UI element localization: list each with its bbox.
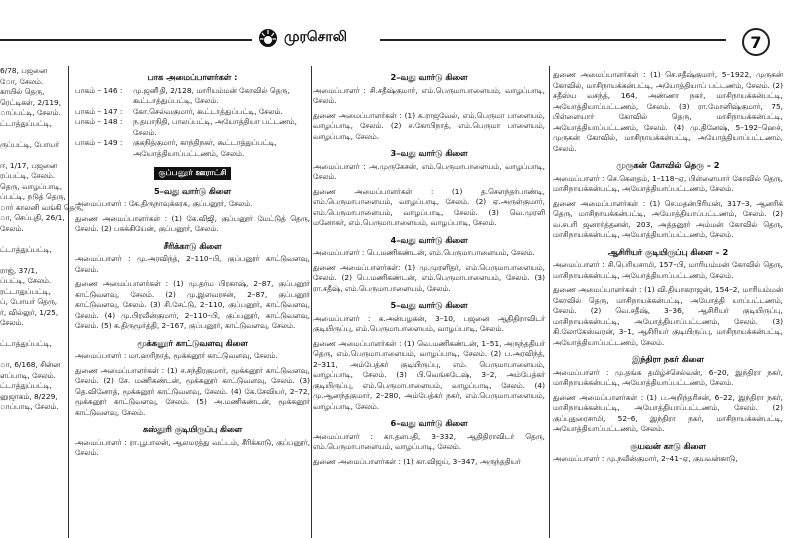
section-heading: இந்திரா நகர் கிளை [632, 354, 704, 364]
text-fragment: ருப்பட்டி, போயர் [0, 139, 60, 149]
bagam-text: மு.ஜனி்தி, 2/128, மாரியம்மன் கோவில் தெரு, கூட்டாத்துப்பட்டி, சேலம். [133, 85, 290, 105]
rising-sun-logo-icon [258, 28, 278, 48]
section-heading: 5–வது வார்டு கிளை [154, 185, 231, 196]
section-heading: 4–வது வார்டு கிளை [390, 234, 468, 245]
section-heading: 6–வது வார்டு கிளை [390, 418, 468, 428]
section-paragraph: துணை அமைப்பாளர்கள்: (1) மு.முரளிதர், எம்.பெருமாபாளையம், சேலம். (2) பெ.மணிகண்டன், எம்.பெருமாபாளையம், சேலம். (3) ரா.சதீஷ், எம்.பெருமாபாளையம், சேலம். [313, 262, 545, 293]
masthead [258, 28, 347, 48]
section-paragraph: அமைப்பாளர் : கா.தளபதி, 3–332, ஆதிதிராவிடர் தெரு, எம்.பெருமாபாளையம், வாழப்பாடி, சேலம். [313, 431, 545, 451]
text-fragment: ரெட்டிகள், 2/119, [0, 97, 62, 107]
section-paragraph: துணை அமைப்பாளர்கள் : (1) செ.மதன்பிரியன், 317–3, ஆனரிக் தெரு, மாசிநாயக்கன்பட்டி, அயோத்தியாப்பட்டணம், சேலம். (2) வ.சபரி ஜனார்த்தனன், 203, அத்தனூர் அம்மன் கோவில் தெரு, மாசிநாயக்கன்பட்டி, அயோத்தியாப்பட்டணம், சேலம். [553, 198, 783, 239]
text-fragment: ா, செப்புதி, 26/1, [0, 213, 65, 222]
bagam-text: ந.தயாநிதி, பாலப்பட்டி, அயோத்தியா பட்டணம், சேலம். [133, 117, 297, 137]
section-heading: 3–வது வார்டு கிளை [390, 148, 468, 158]
section-paragraph: அமைப்பாளர் : சி.பெரியசாமி, 157–பி, மாரியம்மன் கோவில் தெரு, மாசிநாயக்கன்பட்டி, அயோத்தியாப்பட்டணம், சேலம். [553, 260, 783, 280]
bagam-label: பாகம் – 146 : [75, 85, 123, 95]
page-number: 7 [742, 28, 770, 56]
text-fragment: ப்பட்டி, நடுத் தெரு, [0, 192, 66, 201]
bagam-label: பாகம் – 148 : [75, 117, 123, 126]
column-4-sections [553, 160, 783, 465]
column-2 [75, 66, 310, 538]
text-fragment: ரட்டாதுப்பட்டி, [0, 286, 51, 296]
text-fragment: ர், வில்லுர், 1/25, [0, 307, 59, 317]
page-header [0, 0, 800, 66]
bagam-row [75, 107, 310, 118]
text-fragment [0, 255, 64, 266]
section-paragraph: துணை அமைப்பாளர்கள் : (1) ப.அறிந்தரிசன், 6–22, இந்திரா நகர், மாசிநாயக்கன்பட்டி, அயோத்தியாப்பட்டணம், சேலம். (2) குப்புதுரைசாமி, 52–6, இந்திரா நகர், மாசிநாயக்கன்பட்டி, அயோத்தியாப்பட்டணம், சேலம். [553, 392, 783, 433]
text-fragment: ஈ, 1/17, பஜனை [0, 160, 58, 170]
section-paragraph: அமைப்பாளர் : செ.கௌதம், 1–118–ஏ, பிள்ளையார் கோவில் தெரு, மாசிநாயக்கன்பட்டி, அயோத்தியாப்பட்டணம், சேலம். [553, 173, 783, 193]
section-paragraph: அமைப்பாளர் : மு.தங்க தமிழ்ச்செல்வன், 6–20, இந்திரா நகர், மாசிநாயக்கன்பட்டி, அயோத்தியாப்பட்டணம், சேலம். [553, 367, 783, 387]
section-heading: பாக அமைப்பாளர்கள் : [147, 72, 238, 82]
section-paragraph: துணை அமைப்பாளர்கள் : (1) மு.தர்ம பிரகாஷ், 2–87, குப்பனூர் காட்டுவளவு, சேலம். (2) மு.இளவரசன், 2–87, குப்பனூர் காட்டுவளவு, சேலம். (3) சி.சேட்டு, 2–110, குப்பனூர், காட்டுவளவு, சேலம். (4) மு.பிரவீன்குமார், 2–110–பி, குப்பனூர், காட்டுவளவு, சேலம். (5) க.திருமூர்த்தி, 2–167, குப்பனூர், காட்டுவளவு, சேலம். [75, 279, 310, 330]
section-heading: முருகன் கோவில் தெரு – 2 [616, 160, 720, 170]
text-fragment: ாப்பாடி, சேலம். [0, 402, 59, 411]
text-fragment: சேலம். [0, 318, 24, 327]
section-heading: ஆசிரியர் குடியிருப்பு கிளை – 2 [607, 246, 729, 257]
text-fragment: ராஜ், 37/1, [0, 265, 38, 275]
section-paragraph: அமைப்பாளர் : கே.திருநாவுக்கரசு, குப்பனூர், சேலம். [75, 199, 253, 208]
header-rule-right [380, 39, 726, 41]
text-fragment: ாப்பட்டி, சேலம். [0, 108, 61, 117]
column-4 [553, 66, 783, 538]
section-heading: 5–வது வார்டு கிளை [390, 300, 468, 310]
section-heading: மூக்கனூர் காட்டுவளவு கிளை [137, 337, 248, 348]
text-fragment: ட்டாத்துப்பட்டி, [0, 381, 52, 390]
text-fragment [0, 129, 64, 140]
section-paragraph: துணை அமைப்பாளர்கள் : (1) த.சௌந்தர்பாண்டி, எம்.பெருமாபாளையம், வாழப்பாடி, சேலம். (2) ஏ.அருள்குமார், எம்.பெருமாபாளையம், வாழப்பாடி, சேலம். (3) வெ.முரளி மனோகர், எம்.பெருமாபாளையம், வாழப்பாடி, சேலம். [313, 186, 545, 227]
panchayat-tag: குப்பனூர் ஊராட்சி [154, 167, 232, 180]
text-fragment: ோ, சேலம். [0, 76, 44, 86]
text-fragment: னுஜாகம், 8/229, [0, 391, 58, 401]
section-paragraph: அமைப்பாளர் : அ.முருகேசன், எம்.பெருமாபாளையம், வாழப்பாடி, சேலம். [313, 161, 545, 181]
text-fragment: ளப்பாடி, சேலம். [0, 370, 56, 380]
text-fragment [0, 234, 64, 245]
section-paragraph: துணை அமைப்பாளர்கள் : (1) வெ.மணிகண்டன், 1–51, அருந்ததியர் தெரு, எம்.பெருமாபாளையம், வாழப்பாடி, சேலம். (2) ப.அரவிந்த், 2–311, அம்பேத்கர் குடியிருப்பு, எம். பெருமாபாளையம், வாழப்பாடி, சேலம். (3) பி.வெங்கடேஷ், 3–2, அம்பேத்கர் குடியிருப்பு, எம்.பெருமாபாளையம், வாழப்பாடி, சேலம். (4) மு.ஆனந்தகுமார், 2–280, அம்பேத்கர் நகர், எம்.பெருமாபாளையம், வாழப்பாடி, சேலம். [313, 338, 545, 411]
bagam-row [75, 86, 310, 107]
text-fragment [0, 150, 64, 161]
section-paragraph: அமைப்பாளர் : பெ.மணிகண்டன், எம்.பெருமாபாளையம், சேலம். [313, 248, 535, 257]
section-heading: 2–வது வார்டு கிளை [390, 72, 468, 82]
section-paragraph: துணை அமைப்பாளர்கள் : (1) கா.விஜய், 3–347, அருந்ததியர் [313, 456, 521, 466]
text-fragment: ப்பட்டி, சேலம். [0, 276, 52, 285]
text-fragment: ா, 6/168, சின்ன [0, 360, 61, 369]
text-fragment: காயில் தெரு, [0, 87, 45, 96]
intro-paragraph: துணை அமைப்பாளர்கள் : (1) செ.சதீஷ்குமார், 5–1922, முருகன் கோவில், மாசிநாயக்கன்பட்டி, அயோத்தியாப் பட்டணம், சேலம். (2) சதீஸ்ய வசந்த், 164, அண்ணா நகர், மாசிநாயக்கன்பட்டி, அயோத்தியாப்பட்டணம், சேலம். (3) ரா.மோனிஷ்குமார், 75, பிள்ளையார் கோவில் தெரு, மாசிநாயக்கன்பட்டி, அயோத்தியாப்பட்டணம், சேலம். (4) மு.தினேஷ், 5–192–ஹெச், முருகன் கோவில், மாசிநாயக்கன்பட்டி, அயோத்தியாப்பட்டணம், சேலம். [553, 70, 783, 153]
section-paragraph: துணை அமைப்பாளர்கள் : (1) கே.விஜி, குப்பனூர் மேட்டுத் தெரு, சேலம். (2) பசுக்கியேன், குப்பனூர், சேலம். [75, 213, 310, 233]
bagam-text: கோ.செல்வகுமார், கூட்டாத்துப்பட்டி, சேலம். [133, 106, 283, 116]
text-fragment [0, 350, 64, 361]
text-fragment: 6/78, பஜனை [0, 66, 48, 75]
bagam-list [75, 86, 310, 160]
text-fragment: சேலம். [0, 223, 24, 233]
bagam-label: பாகம் – 149 : [75, 138, 123, 147]
bagam-text: குகநித்குமார், காந்திநகர், கூட்டாத்துப்பட்டி, அயோத்தியாப்பட்டணம், சேலம். [133, 138, 277, 158]
section-paragraph: அமைப்பாளர் : ரா.பூபாலன், ஆலமரத்து வட்டம், சீரிக்காடு, குப்பனூர், சேலம். [75, 437, 310, 457]
section-paragraph: அமைப்பாளர் : மா.ஹரிநாத், மூக்கனூர் காட்டுவளவு, சேலம். [75, 351, 278, 360]
header-rule-left [0, 39, 252, 41]
text-fragment: ட்டாத்துப்பட்டி, [0, 244, 52, 254]
masthead-title: முரசொலி [284, 29, 347, 45]
section-paragraph: துணை அமைப்பாளர்கள் : (1) ச.சந்திரகுமார், மூக்கனூர் காட்டுவளவு, சேலம். (2) சே. மணிகண்டன், மூக்கனூர் காட்டுவளவு, சேலம். (3) தெ.வினோத், மூக்கனூர் காட்டுவளவு, சேலம். (4) கே.சேவியர், 2–72, மூக்கனூர் காட்டுவளவு, சேலம். (5) அ.மணிகண்டன், மூக்கனூர் காட்டுவளவு, சேலம். [75, 365, 310, 417]
section-paragraph: அமைப்பாளர் : க.அன்பழகன், 3–10, பஜனை ஆதிதிராவிடர் குடியிருப்பு, எம்.பெருமாபாளையம், வாழப்பாடி, சேலம். [313, 313, 545, 333]
column-1 [0, 66, 84, 538]
section-heading: சீரிக்காடு கிளை [163, 240, 222, 251]
text-fragment: ரப்பட்டி, சேலம். [0, 171, 56, 180]
section-paragraph: அமைப்பாளர் : சி.சதீஷ்குமார், எம்.பெருமாபாளையம், வாழப்பாடி, சேலம். [313, 85, 545, 105]
section-heading: கஸ்தூரி குடியிருப்பு கிளை [142, 424, 243, 434]
section-paragraph: துணை அமைப்பாளர்கள் : (1) வி.தியாகராஜன், 154–2, மாரியம்மன் கோவில் தெரு, மாசிநாயக்கன்பட்டி, அயோத்தி யாப்பட்டணம், சேலம். (2) வெ.சதீஷ், 3–36, ஆசிரியர் குடியிருப்பு, மாசிநாயக்கன்பட்டி, அயோத்தியாப்பட்டணம், சேலம். (3) கி.லோகேஸ்வரன், 3–1, ஆசிரியர் குடியிருப்பு, மாசிநாயக்கன்பட்டி, அயோத்தியாப்பட்டணம், சேலம். [553, 285, 783, 347]
text-fragment [0, 329, 64, 340]
column-3 [313, 66, 545, 538]
bagam-label: பாகம் – 147 : [75, 106, 123, 116]
column-2-sections [75, 186, 310, 459]
text-fragment: ட்டாத்துப்பட்டி, [0, 118, 52, 128]
text-fragment: தெரு, வாழப்பாடி, [0, 181, 63, 191]
section-paragraph: துணை அமைப்பாளர்கள் : (1) சு.ராஜவேல், எம்.பெருமா பாளையம், வாழப்பாடி, சேலம். (2) ச.கோபிநாத், எம்.பெருமா பாளையம், வாழப்பாடி, சேலம். [313, 110, 545, 141]
bagam-row [75, 138, 310, 159]
section-paragraph: அமைப்பாளர் : மு.நவீன்குமார், 2–41–ஏ, குயவன்காடு, [553, 454, 738, 463]
text-fragment: ார் காலனி வங்கி தெரு, [0, 202, 84, 212]
article-columns [0, 66, 800, 538]
text-fragment: ட்டாத்துப்பட்டி, [0, 339, 52, 348]
section-heading: குயவன் காடு கிளை [630, 440, 706, 451]
bagam-row [75, 117, 310, 138]
section-paragraph: அமைப்பாளர் : மு.அரவிந்த், 2–110–பி, குப்பனூர் காட்டுவளவு, சேலம். [75, 254, 310, 274]
text-fragment: ப், போயர் தெரு, [0, 297, 58, 306]
